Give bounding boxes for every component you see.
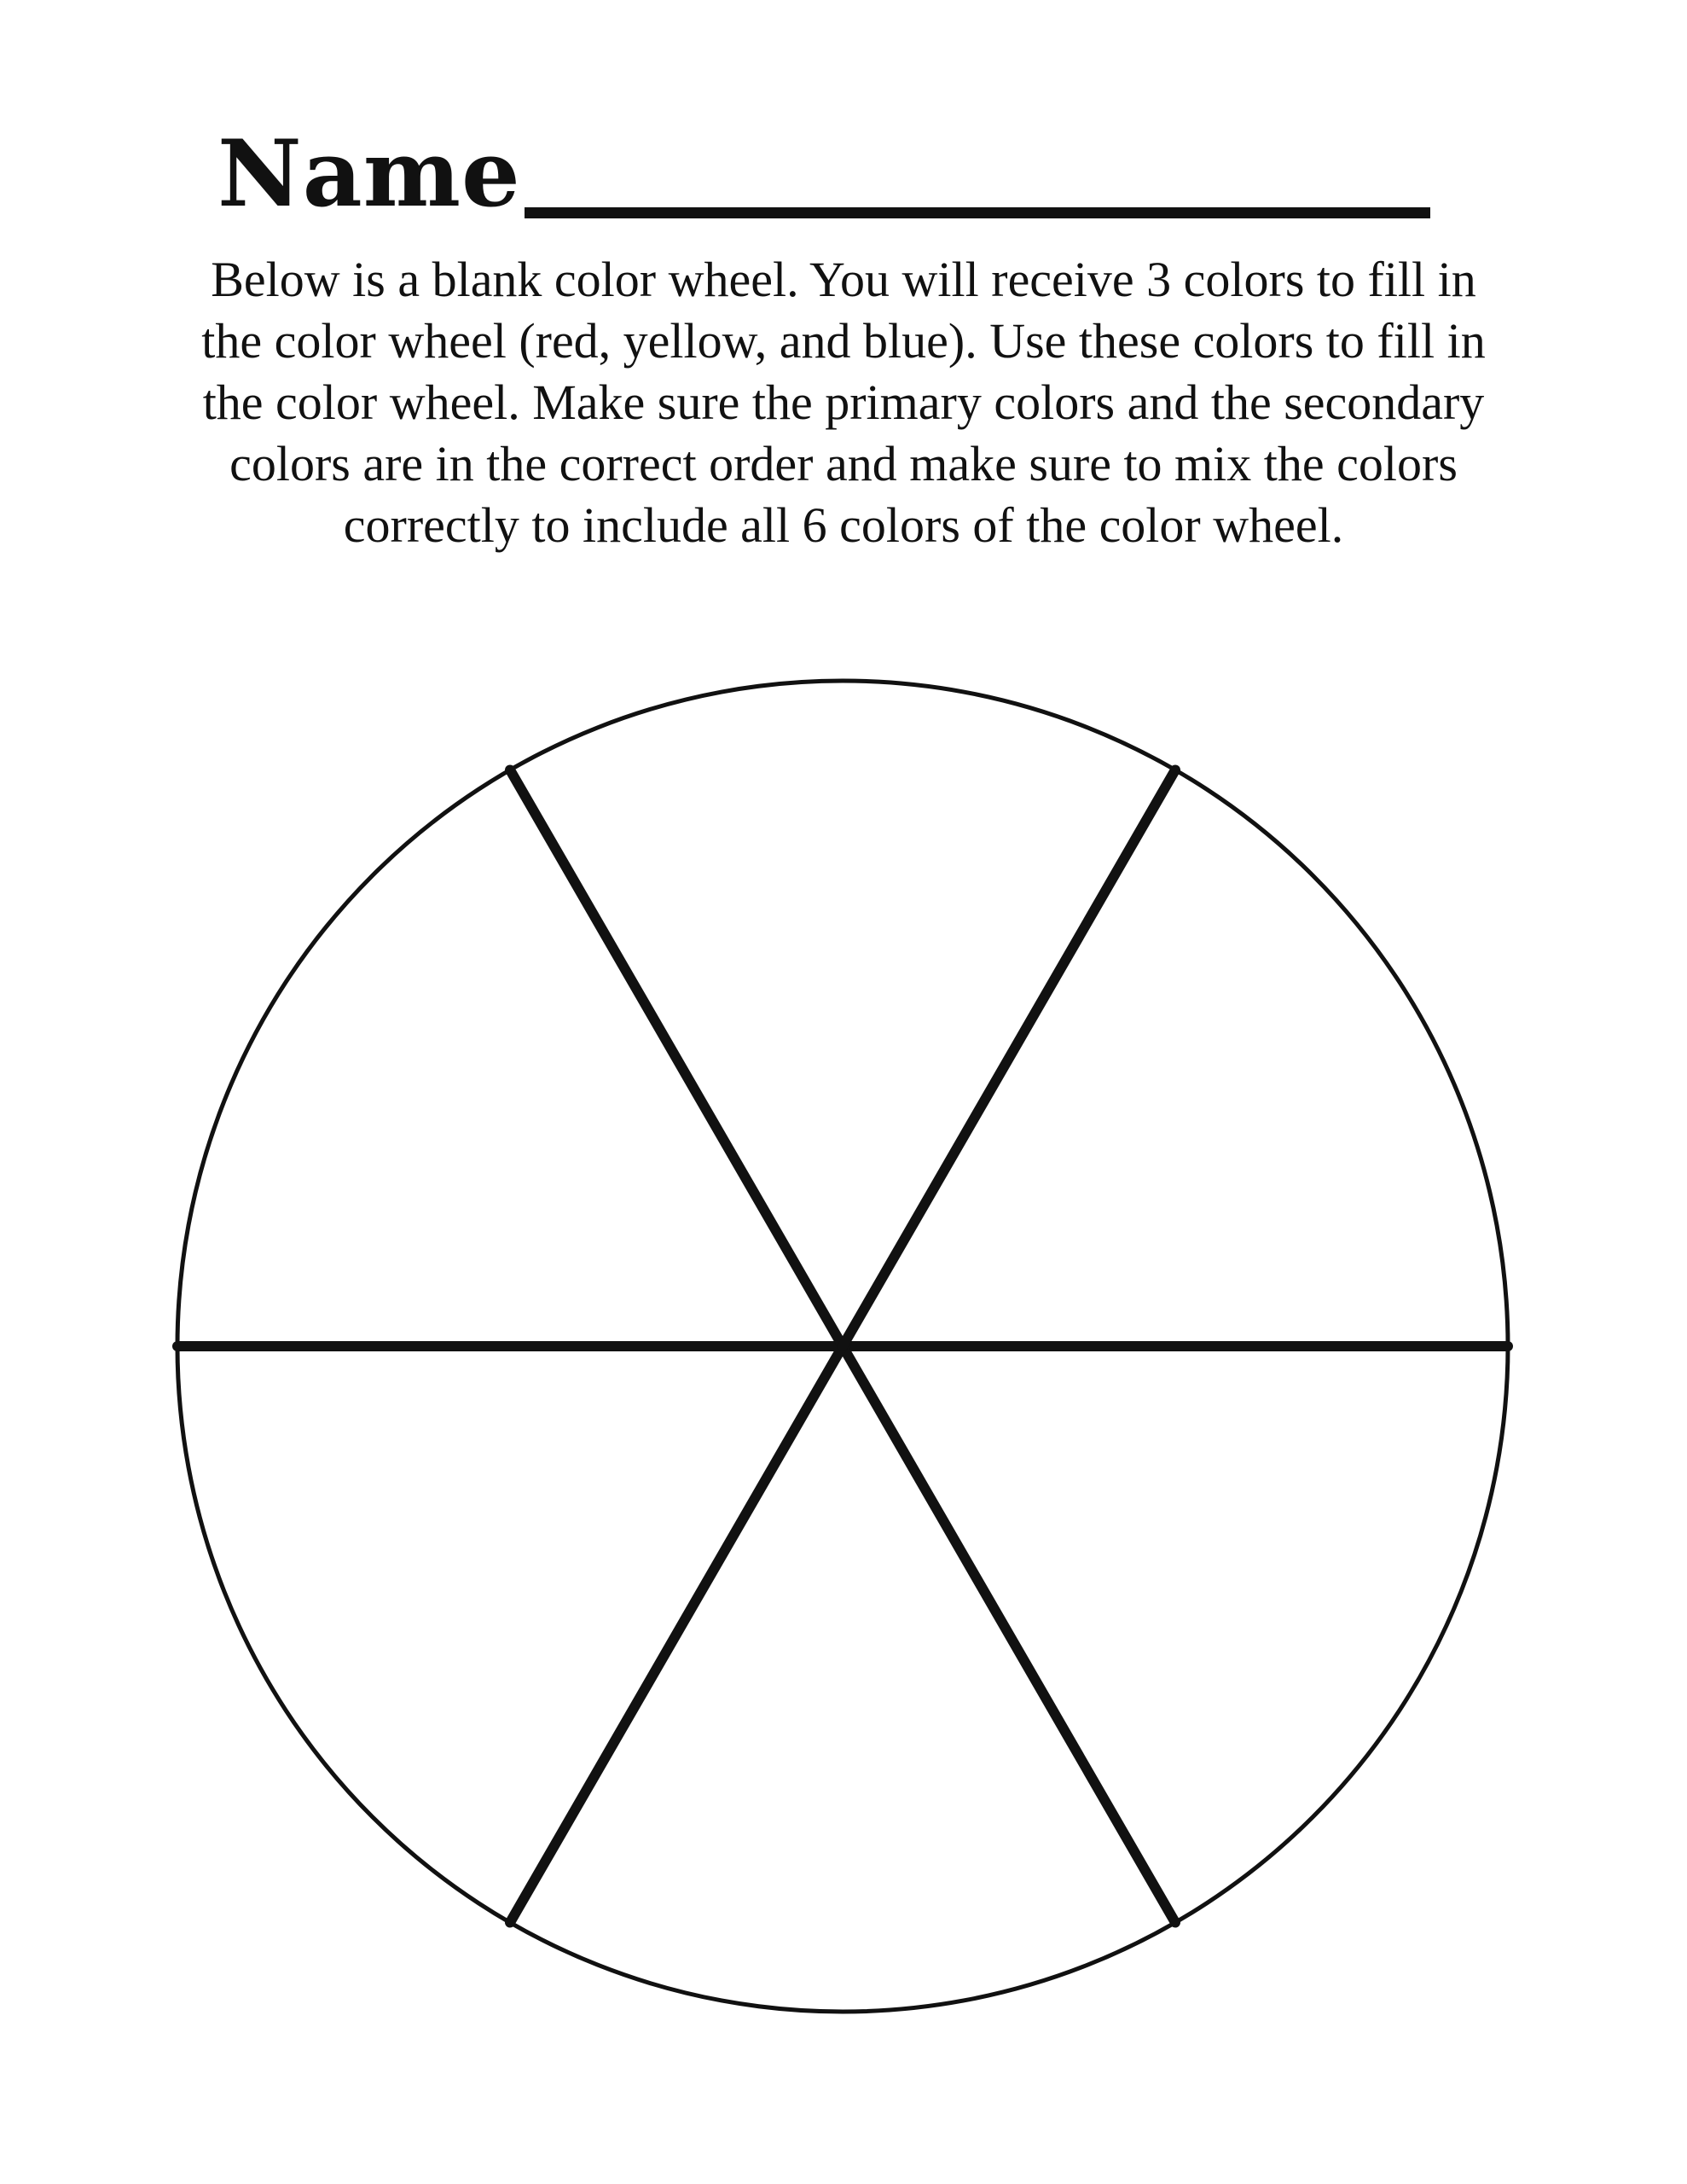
instructions-line-1: Below is a blank color wheel. You will receive 3 colors to fill in bbox=[211, 252, 1476, 307]
instructions-line-3: the color wheel. Make sure the primary colors and the secondary bbox=[202, 375, 1485, 430]
name-label: Name bbox=[217, 120, 521, 228]
instructions-line-2: the color wheel (red, yellow, and blue). Use these colors to fill in bbox=[201, 313, 1486, 369]
instructions-line-5: correctly to include all 6 colors of the color wheel. bbox=[343, 497, 1344, 553]
instructions-line-4: colors are in the correct order and make sure to mix the colors bbox=[229, 436, 1458, 491]
